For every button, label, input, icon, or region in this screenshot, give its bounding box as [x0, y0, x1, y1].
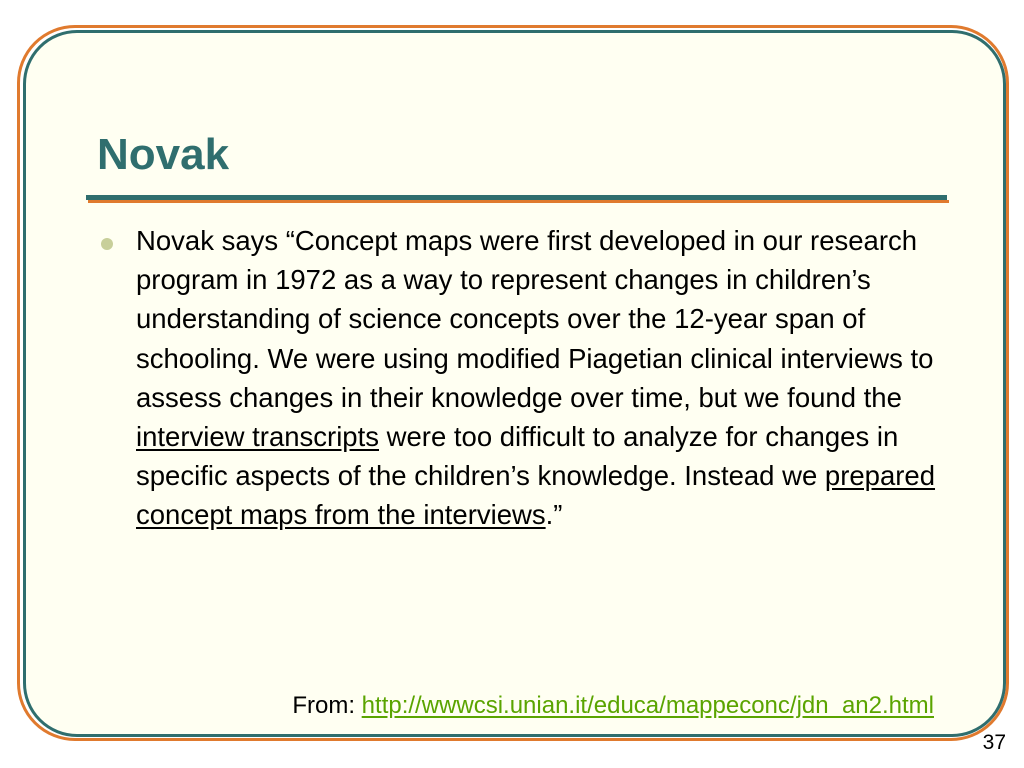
underlined-phrase-prepared-concept-maps: prepared concept maps from the interviews	[136, 460, 936, 531]
title-underline-teal	[86, 195, 947, 200]
source-citation	[292, 690, 934, 722]
source-label: From:	[292, 692, 362, 719]
source-link[interactable]: http://wwwcsi.unian.it/educa/mappeconc/jdn_an2.html	[361, 692, 934, 719]
body-segment-3: .”	[545, 499, 563, 531]
body-segment-1: Novak says “Concept maps were first developed in our research program in 1972 as a way to represent changes in children’s understanding of science concepts over the 12-year span of schooling. We were using modified Piagetian clinical interviews to assess changes in their knowledge over time, but we found the	[136, 225, 934, 413]
bullet-text	[136, 221, 956, 535]
slide-title: Novak	[97, 130, 230, 179]
body-segment-2: were too difficult to analyze for changes in specific aspects of the children’s knowledge. Instead we	[136, 421, 899, 492]
underlined-phrase-interview-transcripts: interview transcripts	[136, 421, 379, 453]
bullet-icon	[101, 238, 113, 250]
page-number: 37	[982, 731, 1006, 754]
title-underline-orange	[88, 200, 949, 203]
